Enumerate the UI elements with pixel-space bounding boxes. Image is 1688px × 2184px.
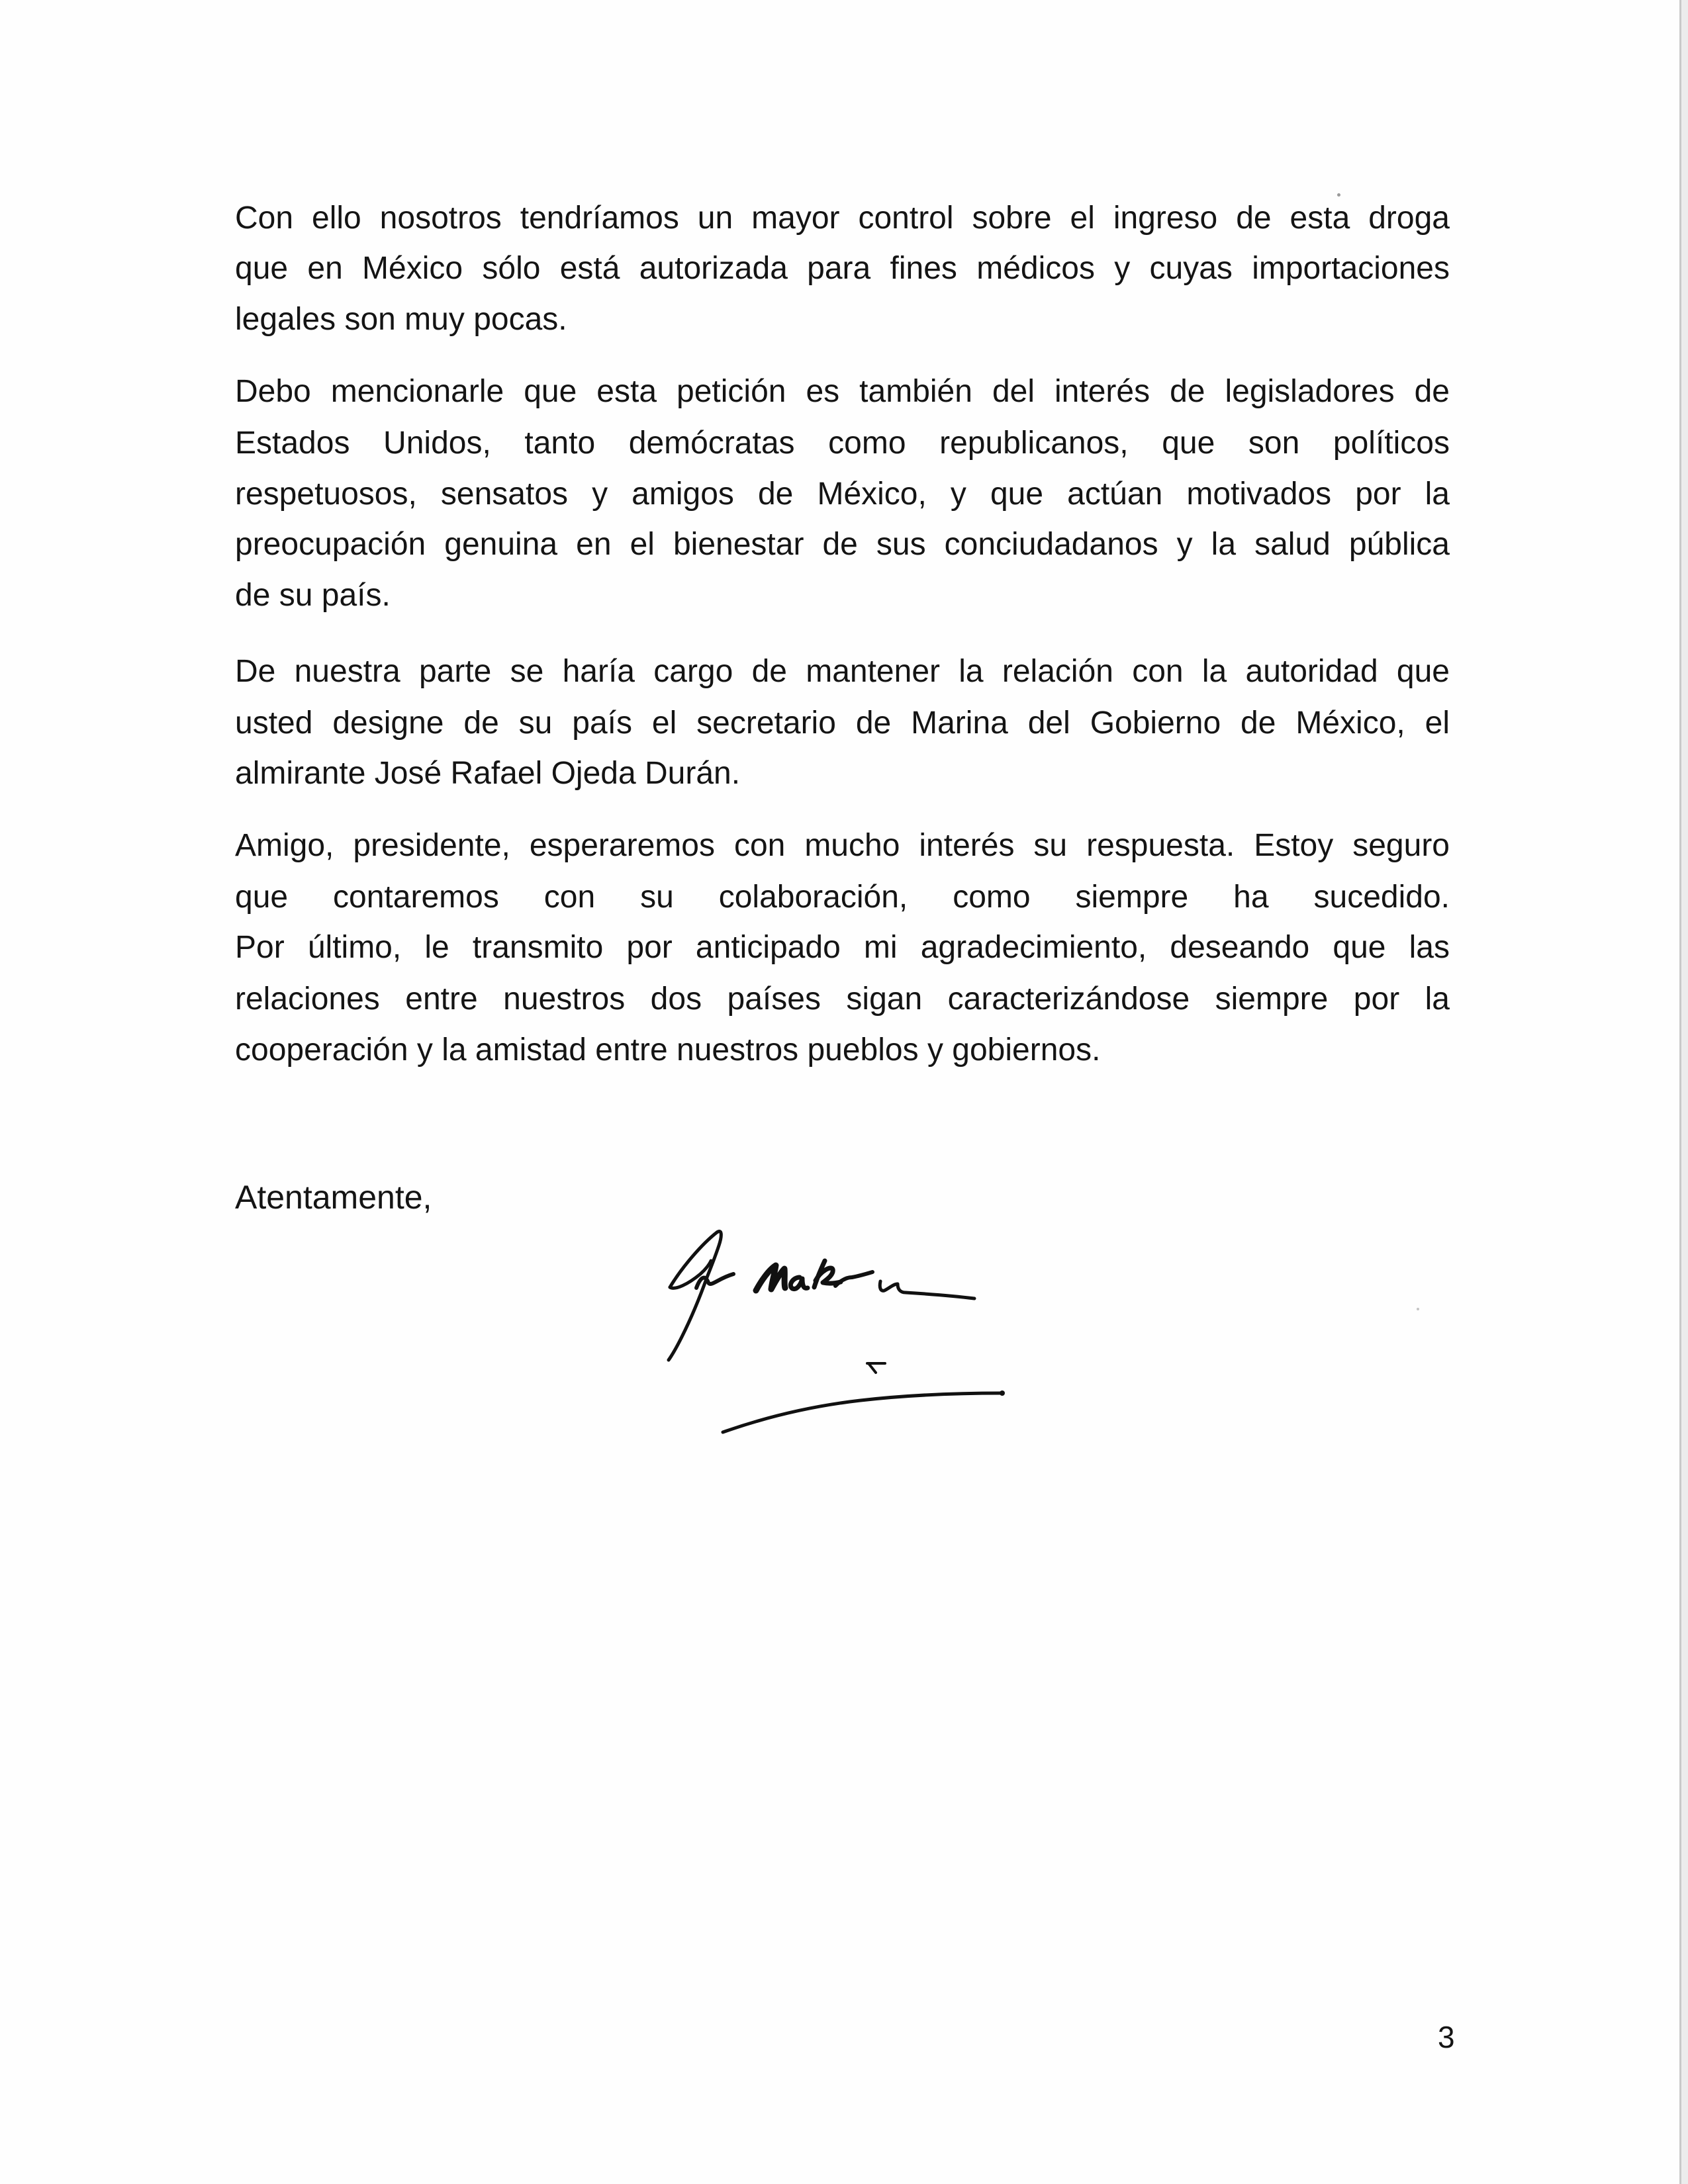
text-line: Por último, le transmito por anticipado mi agradecimiento, deseando que las [235,930,1450,965]
text-line: Amigo, presidente, esperaremos con mucho interés su respuesta. Estoy seguro [235,828,1450,863]
signature [649,1218,1019,1443]
signature-stroke [723,1393,1002,1432]
text-line: respetuosos, sensatos y amigos de México, y que actúan motivados por la [235,477,1450,512]
signature-stroke [669,1232,721,1360]
text-line: Con ello nosotros tendríamos un mayor control sobre el ingreso de esta droga [235,201,1450,236]
signature-stroke [696,1274,733,1288]
text-line: De nuestra parte se haría cargo de mantener la relación con la autoridad que [235,654,1450,689]
scan-edge-shadow [1681,0,1688,2184]
text-line: Estados Unidos, tanto demócratas como republicanos, que son políticos [235,426,1450,461]
page-number: 3 [1438,2020,1455,2054]
text-line: Debo mencionarle que esta petición es también del interés de legisladores de [235,374,1450,409]
text-line: usted designe de su país el secretario de Marina del Gobierno de México, el [235,705,1450,741]
signature-stroke [790,1277,808,1289]
text-line: almirante José Rafael Ojeda Durán. [235,756,741,791]
text-line: de su país. [235,578,391,613]
scan-speck [1337,193,1340,197]
signature-stroke [867,1363,885,1373]
scan-speck [1417,1308,1419,1310]
text-line: legales son muy pocas. [235,302,567,337]
signature-stroke [756,1265,785,1291]
text-line: que contaremos con su colaboración, como siempre ha sucedido. [235,880,1450,915]
closing: Atentamente, [235,1179,432,1216]
text-line: preocupación genuina en el bienestar de sus conciudadanos y la salud pública [235,527,1450,562]
text-line: relaciones entre nuestros dos países sigan caracterizándose siempre por la [235,981,1450,1017]
signature-stroke [880,1281,974,1298]
signature-stroke [1000,1390,1005,1396]
text-line: que en México sólo está autorizada para fines médicos y cuyas importaciones [235,251,1450,286]
scan-edge-line [1679,0,1681,2184]
text-line: cooperación y la amistad entre nuestros pueblos y gobiernos. [235,1032,1101,1068]
